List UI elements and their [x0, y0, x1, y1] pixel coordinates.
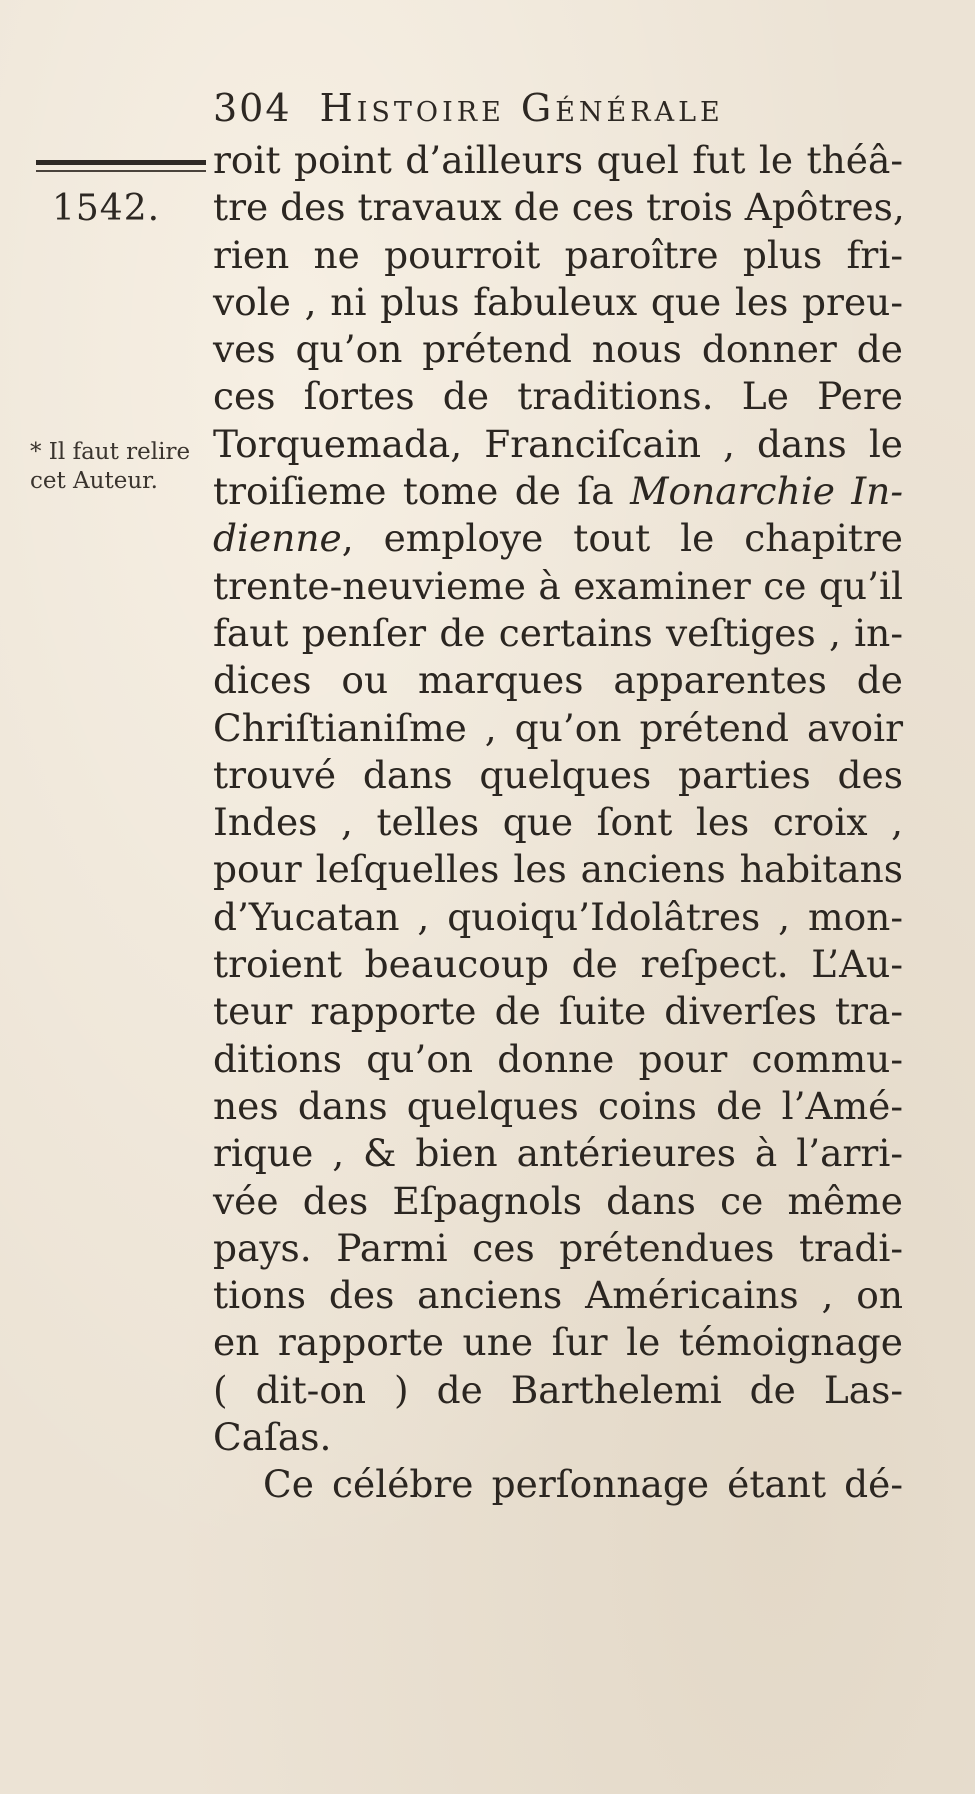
book-title-italic: Monarchie In- — [630, 469, 904, 514]
running-title: Histoire Générale — [319, 86, 724, 130]
text-line: ces ſortes de traditions. Le Pere — [213, 374, 903, 419]
body-text — [213, 137, 903, 1509]
text-line: rien ne pourroit paroître plus fri- — [213, 232, 903, 277]
text-line: Chriſtianiſme , qu’on prétend avoir — [213, 705, 903, 750]
margin-rule-thin — [36, 170, 206, 172]
text-line: pays. Parmi ces prétendues tradi- — [213, 1225, 903, 1270]
text-line: ( dit-on ) de Barthelemi de Las- — [213, 1367, 903, 1412]
text-line: pour leſquelles les anciens habitans — [213, 847, 903, 892]
text-line: trouvé dans quelques parties des — [213, 752, 903, 797]
text-line: Indes , telles que ſont les croix , — [213, 800, 903, 845]
text-line-mixed — [213, 515, 903, 562]
text-line: en rapporte une ſur le témoignage — [213, 1320, 903, 1365]
text-fragment: , employe tout le chapitre — [341, 516, 903, 561]
text-line: tions des anciens Américains , on — [213, 1273, 903, 1318]
text-line: trente-neuvieme à examiner ce qu’il — [213, 563, 903, 608]
margin-rule — [36, 160, 206, 165]
text-line: roit point d’ailleurs quel fut le théâ- — [213, 138, 903, 182]
text-fragment: troiſieme tome de ſa — [213, 469, 614, 514]
text-line: dices ou marques apparentes de — [213, 658, 903, 703]
text-line: tre des travaux de ces trois Apôtres, — [213, 185, 905, 230]
page-number: 304 — [213, 86, 292, 130]
text-line-mixed — [213, 468, 903, 515]
margin-note: * Il faut relire cet Auteur. — [30, 439, 191, 494]
text-line: rique , & bien antérieures à l’arri- — [213, 1131, 903, 1176]
text-line: teur rapporte de ſuite diverſes tra- — [213, 989, 903, 1034]
text-line: vole , ni plus fabuleux que les preu- — [213, 279, 903, 324]
running-head — [213, 86, 724, 130]
text-line: vée des Eſpagnols dans ce même — [213, 1178, 903, 1223]
text-line: troient beaucoup de reſpect. L’Au- — [213, 942, 903, 987]
text-line: faut penſer de certains veſtiges , in- — [213, 610, 903, 655]
text-line: nes dans quelques coins de l’Amé- — [213, 1083, 903, 1128]
text-line: ves qu’on prétend nous donner de — [213, 327, 903, 372]
text-line: Caſas. — [213, 1415, 332, 1460]
text-line-paragraph-start: Ce célébre perſonnage étant dé- — [263, 1462, 903, 1507]
margin-year: 1542. — [52, 188, 161, 229]
text-line: Torquemada, Franciſcain , dans le — [213, 421, 903, 466]
text-line: ditions qu’on donne pour commu- — [213, 1036, 903, 1081]
book-title-italic-end: dienne — [213, 516, 342, 561]
text-line: d’Yucatan , quoiqu’Idolâtres , mon- — [213, 894, 903, 939]
